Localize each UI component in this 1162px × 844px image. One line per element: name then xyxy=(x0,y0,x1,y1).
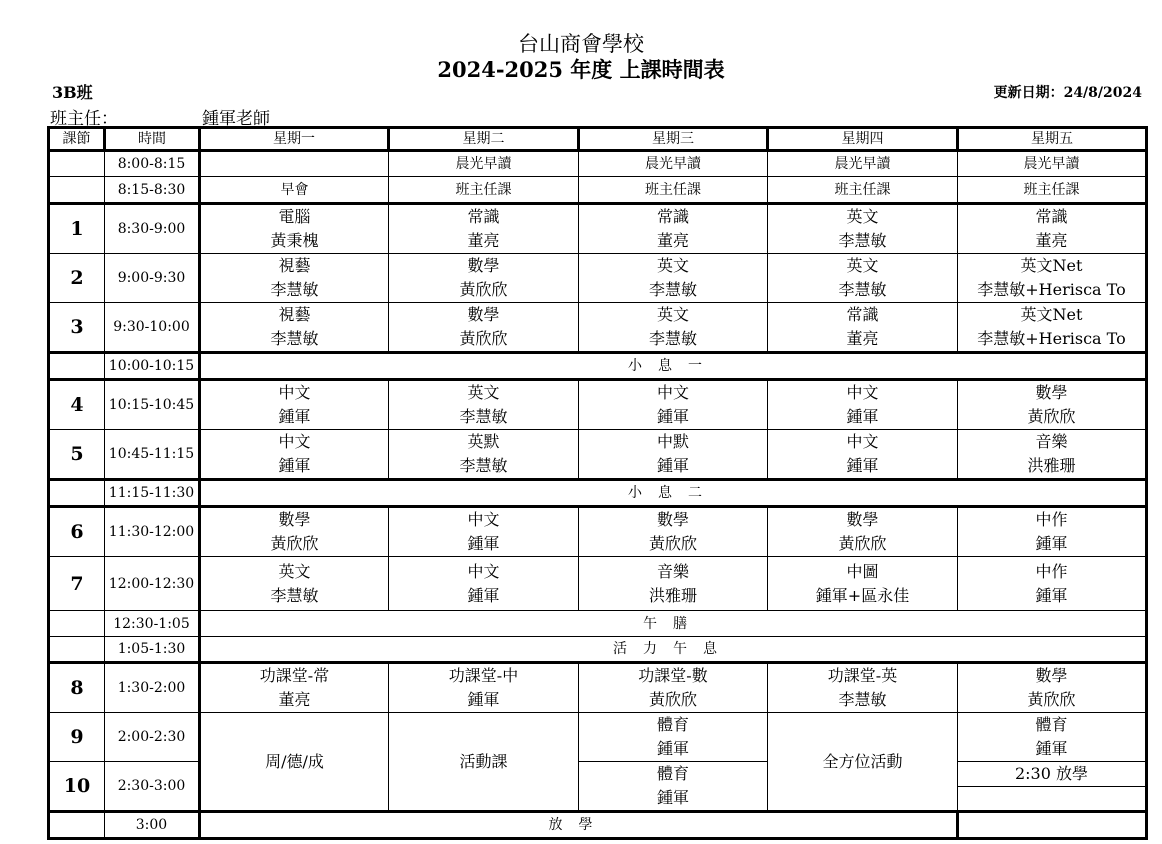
subject: 英文 xyxy=(467,383,500,402)
col-header-time: 時間 xyxy=(105,128,200,151)
teacher: 鍾軍 xyxy=(656,456,689,475)
lesson-cell xyxy=(579,507,768,557)
teacher: 李慧敏+Herisca To xyxy=(977,329,1126,348)
lesson-cell xyxy=(389,557,579,611)
lesson-cell xyxy=(768,430,958,480)
lesson-cell xyxy=(768,254,958,303)
subject: 數學 xyxy=(1035,666,1068,685)
class-teacher-name: 鍾軍老師 xyxy=(202,109,270,129)
subject: 數學 xyxy=(278,510,311,529)
thu-cell: 晨光早讀 xyxy=(768,151,958,177)
teacher: 鍾軍 xyxy=(656,407,689,426)
subject: 音樂 xyxy=(1035,432,1068,451)
period-number: 8 xyxy=(49,663,105,713)
lesson-cell xyxy=(768,204,958,254)
teacher: 黃欣欣 xyxy=(648,534,697,553)
subject: 中文 xyxy=(846,383,879,402)
table-row xyxy=(49,303,1147,353)
period-number: 4 xyxy=(49,380,105,430)
teacher: 洪雅珊 xyxy=(1027,456,1076,475)
lesson-cell xyxy=(389,204,579,254)
teacher: 鍾軍 xyxy=(467,690,500,709)
col-header-wed: 星期三 xyxy=(579,128,768,151)
subject: 中文 xyxy=(278,432,311,451)
teacher: 李慧敏 xyxy=(648,329,697,348)
table-row xyxy=(49,204,1147,254)
lesson-cell xyxy=(579,204,768,254)
table-row xyxy=(49,480,1147,507)
teacher: 李慧敏 xyxy=(270,585,319,605)
subject: 英文Net xyxy=(1020,256,1083,275)
subject: 視藝 xyxy=(278,305,311,324)
subject: 音樂 xyxy=(656,561,689,581)
period-number: 7 xyxy=(49,557,105,611)
subject: 功課堂-英 xyxy=(827,666,898,685)
recess-cell: 活力午息 xyxy=(200,637,1147,663)
lesson-cell xyxy=(579,713,768,762)
table-row xyxy=(49,713,1147,762)
subject: 英文 xyxy=(656,256,689,275)
subject: 數學 xyxy=(1035,383,1068,402)
subject: 中作 xyxy=(1035,510,1068,529)
table-row xyxy=(49,430,1147,480)
teacher: 鍾軍 xyxy=(846,456,879,475)
time-cell: 10:15-10:45 xyxy=(105,380,200,430)
time-cell: 8:30-9:00 xyxy=(105,204,200,254)
teacher: 李慧敏 xyxy=(838,690,887,709)
subject: 英默 xyxy=(467,432,500,451)
lunch-cell: 午膳 xyxy=(200,611,1147,637)
table-row xyxy=(49,353,1147,380)
lesson-cell xyxy=(958,762,1147,812)
teacher: 李慧敏 xyxy=(459,456,508,475)
lesson-cell xyxy=(958,713,1147,762)
class-name: 3B班 xyxy=(52,83,93,102)
period-number: 6 xyxy=(49,507,105,557)
mon-cell xyxy=(200,151,389,177)
subject: 數學 xyxy=(846,510,879,529)
subject: 中文 xyxy=(467,561,500,581)
lesson-cell xyxy=(200,663,389,713)
subject: 英文Net xyxy=(1020,305,1083,324)
lesson-cell: 全方位活動 xyxy=(768,713,958,812)
lesson-cell xyxy=(768,557,958,611)
lesson-cell xyxy=(200,254,389,303)
teacher: 黃欣欣 xyxy=(1027,407,1076,426)
teacher: 鍾軍+區永佳 xyxy=(815,585,910,605)
table-row xyxy=(49,637,1147,663)
teacher: 黃欣欣 xyxy=(1027,690,1076,709)
teacher: 鍾軍 xyxy=(278,456,311,475)
subject: 體育 xyxy=(656,715,689,734)
period-number: 10 xyxy=(49,762,105,812)
lesson-cell xyxy=(579,663,768,713)
subject: 電腦 xyxy=(278,207,311,226)
subject: 常識 xyxy=(1035,207,1068,226)
teacher: 黃欣欣 xyxy=(459,329,508,348)
teacher: 董亮 xyxy=(846,329,879,348)
class-teacher-label: 班主任： xyxy=(50,109,118,129)
period-cell xyxy=(49,353,105,380)
break-cell: 小息二 xyxy=(200,480,1147,507)
fri-cell: 班主任課 xyxy=(958,177,1147,204)
time-cell: 11:30-12:00 xyxy=(105,507,200,557)
lesson-cell xyxy=(200,380,389,430)
period-cell xyxy=(49,611,105,637)
time-cell: 2:30-3:00 xyxy=(105,762,200,812)
period-number: 3 xyxy=(49,303,105,353)
lesson-cell xyxy=(958,507,1147,557)
subject: 常識 xyxy=(656,207,689,226)
time-cell: 10:00-10:15 xyxy=(105,353,200,380)
subject: 英文 xyxy=(846,256,879,275)
period-cell xyxy=(49,812,105,839)
teacher: 李慧敏 xyxy=(270,329,319,348)
col-header-tue: 星期二 xyxy=(389,128,579,151)
lesson-cell xyxy=(958,303,1147,353)
subject: 視藝 xyxy=(278,256,311,275)
teacher: 鍾軍 xyxy=(467,534,500,553)
lesson-cell xyxy=(389,254,579,303)
lesson-cell xyxy=(768,380,958,430)
update-date: 更新日期：24/8/2024 xyxy=(993,85,1142,101)
lesson-cell xyxy=(768,663,958,713)
teacher: 鍾軍 xyxy=(1035,585,1068,605)
tue-cell: 晨光早讀 xyxy=(389,151,579,177)
lesson-cell xyxy=(200,204,389,254)
lesson-cell xyxy=(200,303,389,353)
lesson-cell xyxy=(958,380,1147,430)
subject: 體育 xyxy=(1035,715,1068,734)
lesson-cell xyxy=(200,507,389,557)
subject: 功課堂-數 xyxy=(638,666,708,685)
table-row xyxy=(49,507,1147,557)
teacher: 李慧敏 xyxy=(648,280,697,299)
table-row xyxy=(49,254,1147,303)
time-cell: 12:30-1:05 xyxy=(105,611,200,637)
teacher: 洪雅珊 xyxy=(648,585,697,605)
teacher: 黃欣欣 xyxy=(838,534,887,553)
teacher: 李慧敏+Herisca To xyxy=(977,280,1126,299)
lesson-cell xyxy=(200,430,389,480)
period-number: 1 xyxy=(49,204,105,254)
col-header-thu: 星期四 xyxy=(768,128,958,151)
period-number: 9 xyxy=(49,713,105,762)
subject: 常識 xyxy=(467,207,500,226)
mon-cell: 早會 xyxy=(200,177,389,204)
teacher: 鍾軍 xyxy=(467,585,500,605)
period-number: 5 xyxy=(49,430,105,480)
teacher: 鍾軍 xyxy=(656,739,689,758)
subject: 常識 xyxy=(846,305,879,324)
table-row xyxy=(49,151,1147,177)
teacher: 董亮 xyxy=(1035,231,1068,250)
subject: 數學 xyxy=(656,510,689,529)
teacher: 董亮 xyxy=(467,231,500,250)
subject: 中文 xyxy=(846,432,879,451)
teacher: 李慧敏 xyxy=(838,280,887,299)
time-cell: 9:00-9:30 xyxy=(105,254,200,303)
dismissal-note: 2:30 放學 xyxy=(958,762,1145,787)
school-name: 台山商會學校 xyxy=(518,32,644,56)
period-cell xyxy=(49,151,105,177)
teacher: 黃欣欣 xyxy=(270,534,319,553)
subject: 中默 xyxy=(656,432,689,451)
teacher: 董亮 xyxy=(278,690,311,709)
subject: 功課堂-常 xyxy=(259,666,330,685)
lesson-cell xyxy=(958,204,1147,254)
col-header-mon: 星期一 xyxy=(200,128,389,151)
subject: 中圖 xyxy=(846,561,879,581)
teacher: 鍾軍 xyxy=(846,407,879,426)
subject: 中作 xyxy=(1035,561,1068,581)
lesson-cell xyxy=(579,254,768,303)
lesson-cell xyxy=(389,380,579,430)
time-cell: 11:15-11:30 xyxy=(105,480,200,507)
lesson-cell xyxy=(579,762,768,812)
time-cell: 8:15-8:30 xyxy=(105,177,200,204)
lesson-cell xyxy=(958,663,1147,713)
lesson-cell xyxy=(579,380,768,430)
lesson-cell xyxy=(389,663,579,713)
fri-cell: 晨光早讀 xyxy=(958,151,1147,177)
teacher: 董亮 xyxy=(656,231,689,250)
teacher: 鍾軍 xyxy=(656,788,689,807)
teacher: 鍾軍 xyxy=(1035,534,1068,553)
subject: 功課堂-中 xyxy=(448,666,519,685)
lesson-cell xyxy=(200,557,389,611)
break-cell: 小息一 xyxy=(200,353,1147,380)
header-row xyxy=(49,128,1147,151)
period-cell xyxy=(49,177,105,204)
lesson-cell xyxy=(768,507,958,557)
teacher: 黃欣欣 xyxy=(459,280,508,299)
table-row xyxy=(49,663,1147,713)
table-row xyxy=(49,611,1147,637)
subject: 中文 xyxy=(656,383,689,402)
subject: 數學 xyxy=(467,305,500,324)
lesson-cell xyxy=(389,303,579,353)
subject: 數學 xyxy=(467,256,500,275)
subject: 英文 xyxy=(278,561,311,581)
col-header-period: 課節 xyxy=(49,128,105,151)
timetable-title: 2024-2025 年度 上課時間表 xyxy=(437,57,725,82)
teacher: 李慧敏 xyxy=(459,407,508,426)
lesson-cell xyxy=(768,303,958,353)
time-cell: 3:00 xyxy=(105,812,200,839)
lesson-cell: 活動課 xyxy=(389,713,579,812)
time-cell: 8:00-8:15 xyxy=(105,151,200,177)
teacher: 李慧敏 xyxy=(270,280,319,299)
period-cell xyxy=(49,637,105,663)
time-cell: 2:00-2:30 xyxy=(105,713,200,762)
col-header-fri: 星期五 xyxy=(958,128,1147,151)
teacher: 黃秉槐 xyxy=(270,231,319,250)
wed-cell: 班主任課 xyxy=(579,177,768,204)
tue-cell: 班主任課 xyxy=(389,177,579,204)
period-cell xyxy=(49,480,105,507)
lesson-cell xyxy=(958,430,1147,480)
dismissal-cell: 放學 xyxy=(200,812,958,839)
time-cell: 10:45-11:15 xyxy=(105,430,200,480)
lesson-cell xyxy=(958,254,1147,303)
teacher: 李慧敏 xyxy=(838,231,887,250)
thu-cell: 班主任課 xyxy=(768,177,958,204)
lesson-cell xyxy=(579,303,768,353)
lesson-cell xyxy=(389,430,579,480)
lesson-cell xyxy=(389,507,579,557)
period-number: 2 xyxy=(49,254,105,303)
lesson-cell xyxy=(579,557,768,611)
lesson-cell: 周/德/成 xyxy=(200,713,389,812)
subject: 中文 xyxy=(278,383,311,402)
time-cell: 1:30-2:00 xyxy=(105,663,200,713)
time-cell: 9:30-10:00 xyxy=(105,303,200,353)
teacher: 鍾軍 xyxy=(278,407,311,426)
wed-cell: 晨光早讀 xyxy=(579,151,768,177)
time-cell: 12:00-12:30 xyxy=(105,557,200,611)
table-row xyxy=(49,380,1147,430)
teacher: 黃欣欣 xyxy=(648,690,697,709)
subject: 中文 xyxy=(467,510,500,529)
time-cell: 1:05-1:30 xyxy=(105,637,200,663)
table-row xyxy=(49,557,1147,611)
lesson-cell xyxy=(579,430,768,480)
table-row xyxy=(49,177,1147,204)
subject: 體育 xyxy=(656,764,689,783)
table-row xyxy=(49,812,1147,839)
timetable xyxy=(47,126,1148,840)
subject: 英文 xyxy=(846,207,879,226)
lesson-cell xyxy=(958,557,1147,611)
empty-cell xyxy=(958,812,1147,839)
subject: 英文 xyxy=(656,305,689,324)
teacher: 鍾軍 xyxy=(1035,739,1068,758)
